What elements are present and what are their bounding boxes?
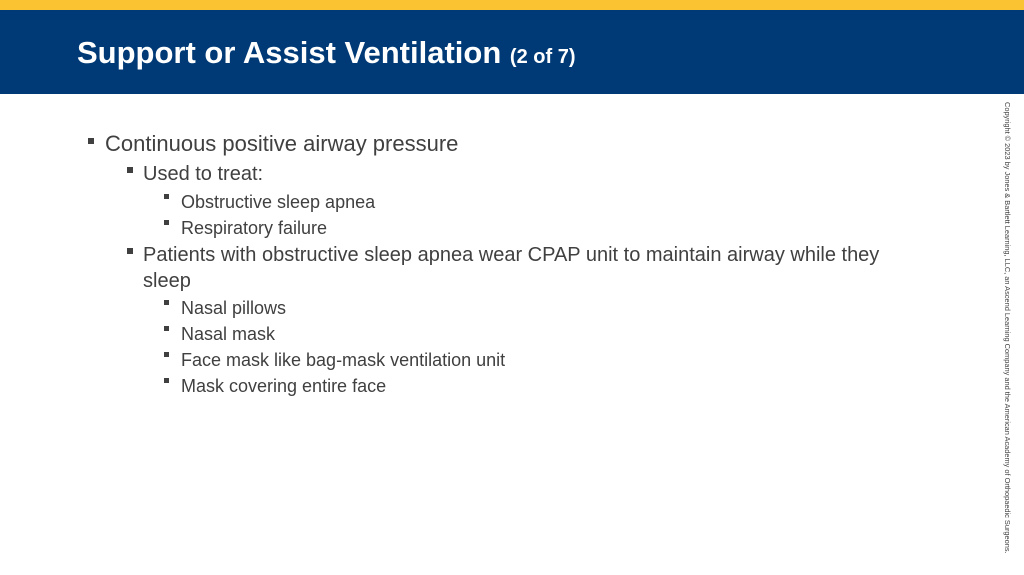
bullet-text: Continuous positive airway pressure: [105, 131, 459, 156]
bullet-item: [181, 373, 386, 399]
square-bullet-icon: [127, 248, 133, 254]
square-bullet-icon: [164, 194, 169, 199]
bullet-item: [143, 242, 879, 294]
bullet-item: [143, 161, 263, 187]
square-bullet-icon: [164, 220, 169, 225]
slide-title-main: Support or Assist Ventilation: [77, 35, 502, 70]
bullet-text-line-2: sleep: [143, 270, 191, 292]
square-bullet-icon: [88, 138, 94, 144]
bullet-text: Mask covering entire face: [181, 376, 387, 396]
square-bullet-icon: [164, 352, 169, 357]
square-bullet-icon: [164, 300, 169, 305]
bullet-text: Face mask like bag-mask ventilation unit: [181, 350, 506, 370]
bullet-item: [181, 321, 275, 347]
copyright-notice: Copyright © 2023 by Jones & Bartlett Learning, LLC, an Ascend Learning Company and the American Academy of Orthopaedic Surgeons.: [1003, 102, 1012, 554]
bullet-item: [181, 189, 375, 215]
bullet-item: [181, 295, 286, 321]
bullet-item: [181, 215, 327, 241]
bullet-item: [181, 347, 505, 373]
square-bullet-icon: [127, 167, 133, 173]
bullet-text: Nasal pillows: [181, 298, 287, 318]
bullet-text: Used to treat:: [143, 163, 264, 185]
bullet-text-line-1: Patients with obstructive sleep apnea wear CPAP unit to maintain airway while they: [143, 244, 880, 266]
bullet-text: Nasal mask: [181, 324, 276, 344]
bullet-text: Respiratory failure: [181, 218, 328, 238]
square-bullet-icon: [164, 378, 169, 383]
bullet-item: [105, 131, 458, 157]
slide-title-page-indicator: (2 of 7): [509, 46, 576, 68]
bullet-text: Obstructive sleep apnea: [181, 192, 376, 212]
square-bullet-icon: [164, 326, 169, 331]
